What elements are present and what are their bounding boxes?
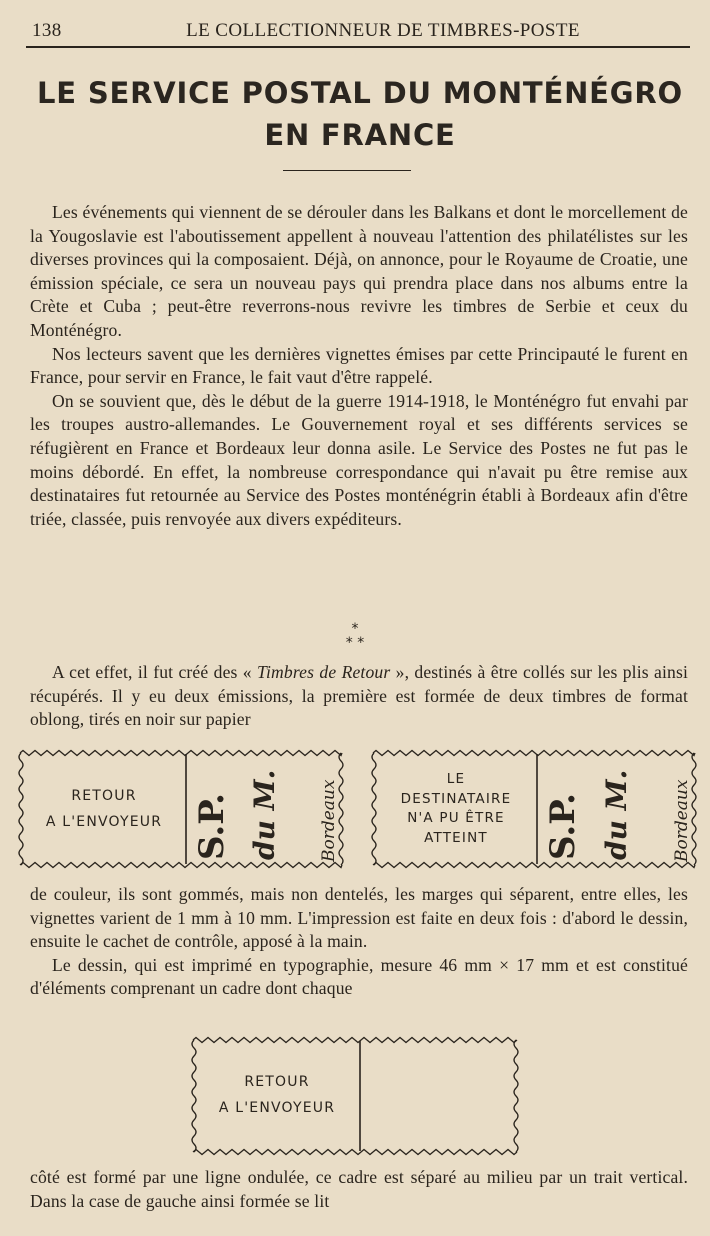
- body-text-block-2: [30, 661, 688, 732]
- article-title-line2: EN FRANCE: [264, 118, 456, 152]
- stamp-left-text: [24, 786, 184, 832]
- body-text-block-4: [30, 1166, 688, 1213]
- paragraph-3: On se souvient que, dès le début de la guerre 1914-1918, le Monténégro fut envahi par les troupes austro-allemandes. Le Gouvernement royal et ses différents services se réfugièrent en France et Bordeaux leur donna asile. Le Service des Postes ne fut pas le moins débordé. En effet, la nombreuse correspondance qui n'avait pu être remise aux destinataires fut retournée au Service des Postes monténégrin établi à Bordeaux afin d'être triée, classée, puis renvoyée aux divers expéditeurs.: [30, 390, 688, 529]
- paragraph-5: de couleur, ils sont gommés, mais non dentelés, les marges qui séparent, entre elles, les vignettes varient de 1 mm à 10 mm. L'impression est faite en deux fois : d'abord le dessin, ensuite le cachet de contrôle, apposé à la main.: [30, 884, 688, 952]
- stamp-line: N'A PU ÊTRE: [407, 810, 505, 826]
- stamp-line: RETOUR: [244, 1074, 310, 1090]
- paragraph-4-end: », destinés à être collés sur les plis ainsi récupérés. Il y eu deux émissions, la première est formée de deux timbres de format oblong, tirés en noir sur papier: [30, 662, 688, 730]
- title-rule: [283, 170, 411, 171]
- asterism: [0, 622, 710, 650]
- stamp-destinataire: [369, 748, 699, 870]
- cachet-du: du M.: [600, 769, 633, 860]
- body-text-block-1: [30, 201, 688, 531]
- control-cachet: [192, 770, 339, 863]
- stamp-line: A L'ENVOYEUR: [45, 814, 163, 830]
- asterism-bottom: * *: [345, 635, 365, 651]
- control-cachet: [543, 770, 692, 863]
- page-number: 138: [32, 20, 62, 41]
- cachet-city: Bordeaux: [319, 779, 339, 862]
- running-head: [26, 16, 690, 48]
- paragraph-4-italic: Timbres de Retour: [257, 662, 391, 682]
- stamp-line: DESTINATAIRE: [400, 790, 512, 807]
- article-title: [20, 72, 700, 156]
- stamp-design: [187, 1034, 523, 1158]
- stamp-line: RETOUR: [71, 788, 137, 804]
- paragraph-6: Le dessin, qui est imprimé en typographie, mesure 46 mm × 17 mm et est constitué d'éléments comprenant un cadre dont chaque: [30, 954, 688, 999]
- paragraph-4-start: A cet effet, il fut créé des «: [52, 662, 258, 682]
- asterism-top: *: [351, 621, 359, 637]
- paragraph-1: Les événements qui viennent de se dérouler dans les Balkans et dont le morcellement de la Yougoslavie est l'aboutissement appellent à nouveau l'attention des philatélistes sur les diverses provinces qui la composaient. Déjà, on annonce, pour le Royaume de Croatie, une émission spéciale, ce sera un nouveau pays qui prendra place dans nos albums entre la Crète et Cuba ; peut-être reverrons-nous revivre les timbres de Serbie et ceux du Monténégro.: [30, 202, 688, 340]
- body-text-block-3: [30, 883, 688, 1001]
- stamp-left-text: [197, 1072, 357, 1118]
- paragraph-7: côté est formé par une ligne ondulée, ce cadre est séparé au milieu par un trait vertical. Dans la case de gauche ainsi formée se lit: [30, 1167, 688, 1211]
- paragraph-4: [30, 661, 688, 732]
- article-title-line1: LE SERVICE POSTAL DU MONTÉNÉGRO: [37, 76, 683, 110]
- cachet-city: Bordeaux: [672, 779, 692, 862]
- stamp-line: A L'ENVOYEUR: [218, 1100, 336, 1116]
- cachet-sp: S.P.: [192, 793, 232, 860]
- stamp-line: ATTEINT: [424, 829, 488, 846]
- journal-title: LE COLLECTIONNEUR DE TIMBRES-POSTE: [186, 20, 580, 41]
- stamp-left-text: [377, 770, 535, 848]
- cachet-du: du M.: [248, 769, 281, 860]
- paragraph-2: Nos lecteurs savent que les dernières vignettes émises par cette Principauté le furent en France, pour servir en France, le fait vaut d'être rappelé.: [30, 343, 688, 388]
- stamp-line: LE: [446, 771, 466, 787]
- stamp-retour-envoyeur: [16, 748, 346, 870]
- cachet-sp: S.P.: [543, 793, 583, 860]
